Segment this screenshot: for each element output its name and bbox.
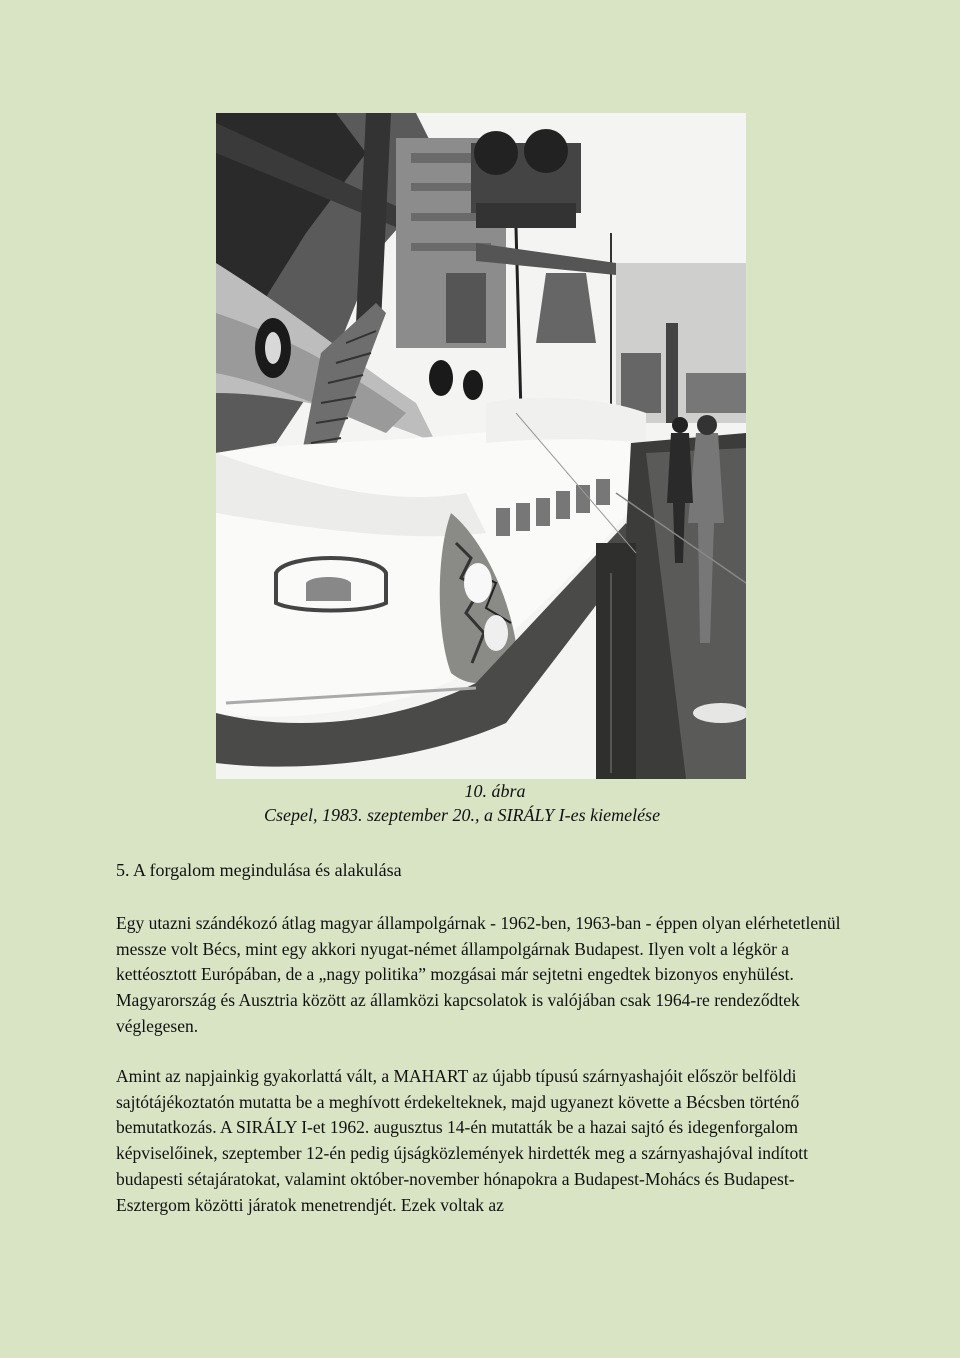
figure-photo	[216, 113, 746, 779]
paragraph: Egy utazni szándékozó átlag magyar állampolgárnak - 1962-ben, 1963-ban - éppen olyan elérhetetlenül messze volt Bécs, mint egy akkori nyugat-német állampolgárnak Budapest. Ilyen volt a légkör a kettéosztott Európában, de a „nagy politika” mozgásai már sejtetni engedtek bizonyos enyhülést. Magyarország és Ausztria között az államközi kapcsolatok is valójában csak 1964-re rendeződtek véglegesen.	[116, 913, 841, 1036]
figure-label: 10. ábra	[464, 781, 526, 801]
figure-caption: Csepel, 1983. szeptember 20., a SIRÁLY I-es kiemelése	[264, 805, 661, 825]
section-heading: 5. A forgalom megindulása és alakulása	[116, 860, 402, 880]
paragraph: Amint az napjainkig gyakorlattá vált, a MAHART az újabb típusú szárnyashajóit először belföldi sajtótájékoztatón mutatta be a meghívott érdekelteknek, majd ugyanezt követte a Bécsben történő bemutatkozás. A SIRÁLY I-et 1962. augusztus 14-én mutatták be a hazai sajtó és idegenforgalom képviselőinek, szeptember 12-én pedig újságközlemények hirdették meg a szárnyashajóval indított budapesti sétajáratokat, valamint október-november hónapokra a Budapest-Mohács és Budapest-Esztergom közötti járatok menetrendjét. Ezek voltak az	[116, 1066, 809, 1215]
